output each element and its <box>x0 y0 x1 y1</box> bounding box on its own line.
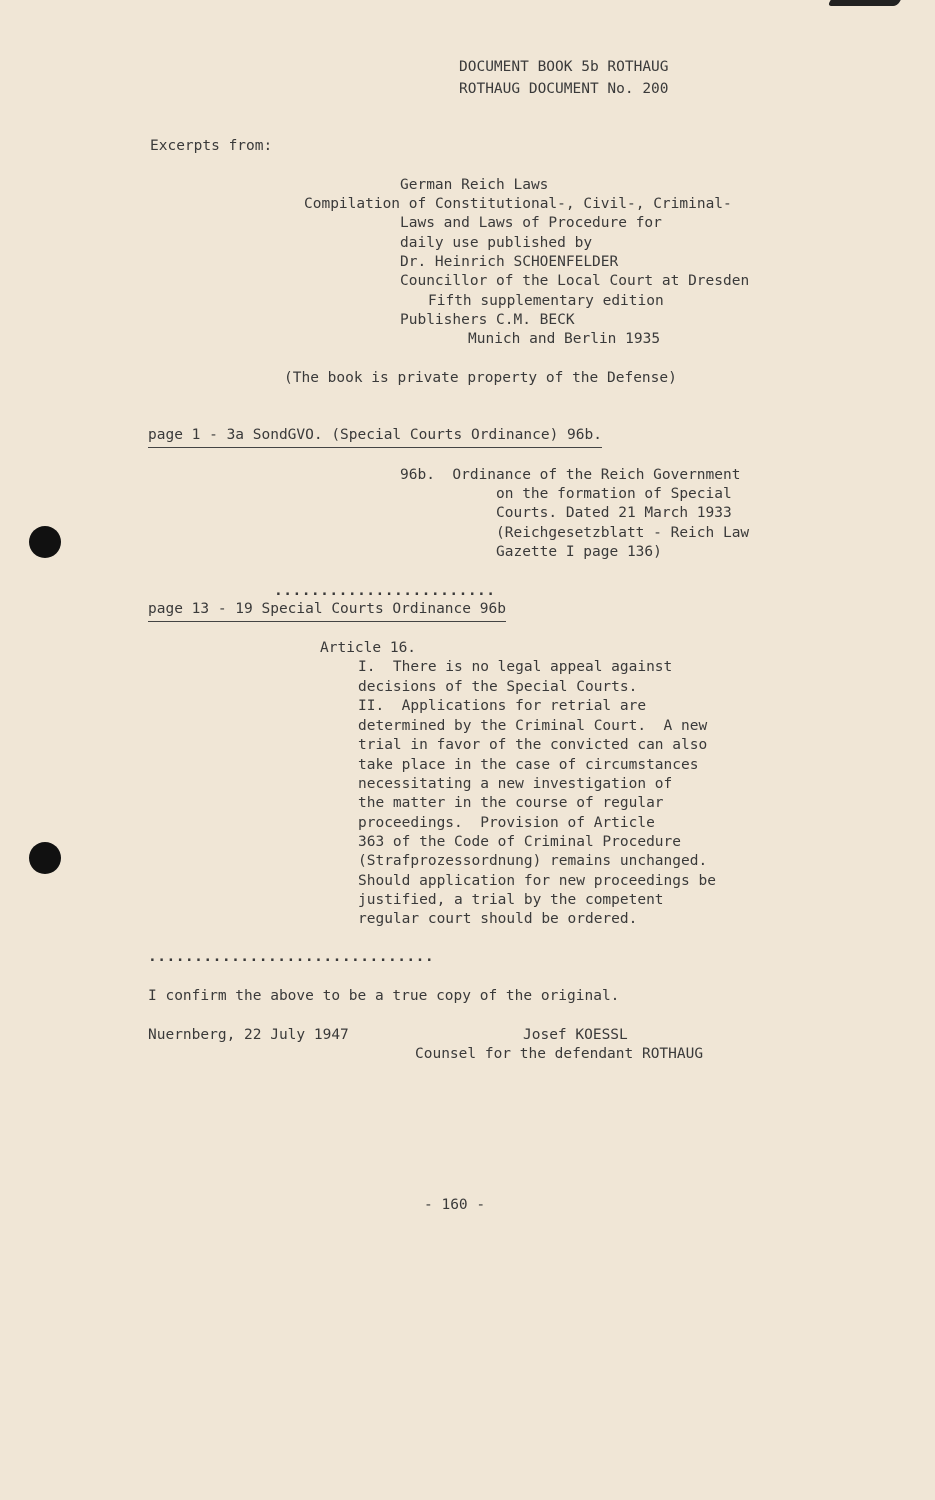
article-line: the matter in the course of regular <box>358 795 664 811</box>
certification-text: I confirm the above to be a true copy of the original. <box>148 988 620 1004</box>
article-line: proceedings. Provision of Article <box>358 815 655 831</box>
source-line: Dr. Heinrich SCHOENFELDER <box>400 254 619 270</box>
source-line: Compilation of Constitutional-, Civil-, Criminal- <box>304 196 732 212</box>
header-line-1: DOCUMENT BOOK 5b ROTHAUG <box>459 59 669 75</box>
source-line: German Reich Laws <box>400 177 549 193</box>
dotted-separator-1: ........................ <box>274 583 496 599</box>
section1-line: (Reichgesetzblatt - Reich Law <box>496 525 750 541</box>
signer-name: Josef KOESSL <box>523 1027 628 1043</box>
corner-mark <box>827 0 900 6</box>
place-date: Nuernberg, 22 July 1947 <box>148 1027 349 1043</box>
page-number: - 160 - <box>424 1197 486 1213</box>
section-heading-2: page 13 - 19 Special Courts Ordinance 96b <box>148 600 506 622</box>
source-line: Munich and Berlin 1935 <box>468 331 661 347</box>
article-line: II. Applications for retrial are <box>358 698 647 714</box>
dotted-separator-2: ............................... <box>148 949 435 965</box>
article-line: regular court should be ordered. <box>358 911 638 927</box>
section-heading-1: page 1 - 3a SondGVO. (Special Courts Ordinance) 96b. <box>148 426 602 448</box>
source-line: Laws and Laws of Procedure for <box>400 215 662 231</box>
signer-title: Counsel for the defendant ROTHAUG <box>415 1046 704 1062</box>
source-line: Publishers C.M. BECK <box>400 312 575 328</box>
section1-line: Courts. Dated 21 March 1933 <box>496 505 732 521</box>
article-line: necessitating a new investigation of <box>358 776 673 792</box>
article-line: justified, a trial by the competent <box>358 892 664 908</box>
punch-hole-bottom <box>29 842 61 874</box>
article-line: Should application for new proceedings be <box>358 873 716 889</box>
article-line: I. There is no legal appeal against <box>358 659 673 675</box>
section1-line: Gazette I page 136) <box>496 544 662 560</box>
punch-hole-top <box>29 526 61 558</box>
article-title: Article 16. <box>320 640 417 656</box>
article-line: 363 of the Code of Criminal Procedure <box>358 834 682 850</box>
article-line: take place in the case of circumstances <box>358 757 699 773</box>
source-note: (The book is private property of the Defense) <box>284 370 677 386</box>
article-line: trial in favor of the convicted can also <box>358 737 708 753</box>
article-line: determined by the Criminal Court. A new <box>358 718 708 734</box>
section1-line: 96b. Ordinance of the Reich Government <box>400 467 741 483</box>
header-line-2: ROTHAUG DOCUMENT No. 200 <box>459 81 669 97</box>
source-line: daily use published by <box>400 235 593 251</box>
intro-text: Excerpts from: <box>150 138 273 154</box>
article-line: decisions of the Special Courts. <box>358 679 638 695</box>
source-line: Fifth supplementary edition <box>428 293 664 309</box>
section1-line: on the formation of Special <box>496 486 732 502</box>
source-line: Councillor of the Local Court at Dresden <box>400 273 750 289</box>
article-line: (Strafprozessordnung) remains unchanged. <box>358 853 708 869</box>
